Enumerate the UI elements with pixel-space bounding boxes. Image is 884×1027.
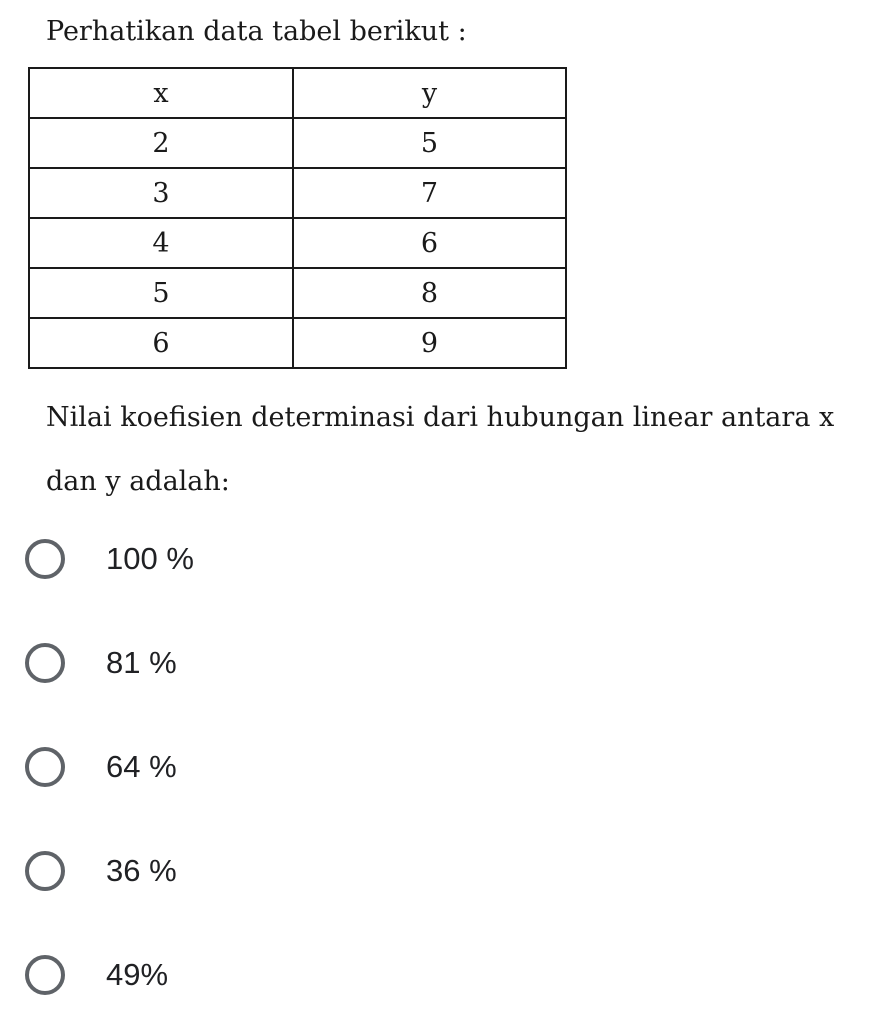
answer-options (0, 507, 884, 1027)
table-cell-x: 5 (29, 268, 293, 318)
radio-button-icon[interactable] (25, 747, 65, 787)
table-row (29, 318, 566, 368)
column-header-x: x (29, 68, 293, 118)
radio-button-icon[interactable] (25, 643, 65, 683)
table-row (29, 118, 566, 168)
option-81-percent[interactable] (0, 611, 884, 715)
radio-button-icon[interactable] (25, 851, 65, 891)
option-100-percent[interactable] (0, 507, 884, 611)
column-header-y: y (293, 68, 566, 118)
option-label[interactable]: 81 % (106, 645, 177, 680)
table-row (29, 168, 566, 218)
radio-button-icon[interactable] (25, 539, 65, 579)
question-title: Perhatikan data tabel berikut : (46, 16, 467, 47)
option-49-percent[interactable] (0, 923, 884, 1027)
option-label[interactable]: 49% (106, 957, 169, 992)
option-64-percent[interactable] (0, 715, 884, 819)
table-row (29, 268, 566, 318)
table-cell-x: 4 (29, 218, 293, 268)
option-label[interactable]: 64 % (106, 749, 177, 784)
table-cell-x: 6 (29, 318, 293, 368)
option-36-percent[interactable] (0, 819, 884, 923)
table-cell-y: 8 (293, 268, 566, 318)
table-cell-y: 6 (293, 218, 566, 268)
option-label[interactable]: 100 % (106, 541, 194, 576)
data-table (28, 67, 567, 369)
table-cell-x: 3 (29, 168, 293, 218)
table-row (29, 218, 566, 268)
table-cell-x: 2 (29, 118, 293, 168)
radio-button-icon[interactable] (25, 955, 65, 995)
table-cell-y: 9 (293, 318, 566, 368)
table-cell-y: 7 (293, 168, 566, 218)
option-label[interactable]: 36 % (106, 853, 177, 888)
question-text: Nilai koefisien determinasi dari hubungan linear antara x dan y adalah: (46, 402, 835, 497)
table-cell-y: 5 (293, 118, 566, 168)
table-header-row (29, 68, 566, 118)
